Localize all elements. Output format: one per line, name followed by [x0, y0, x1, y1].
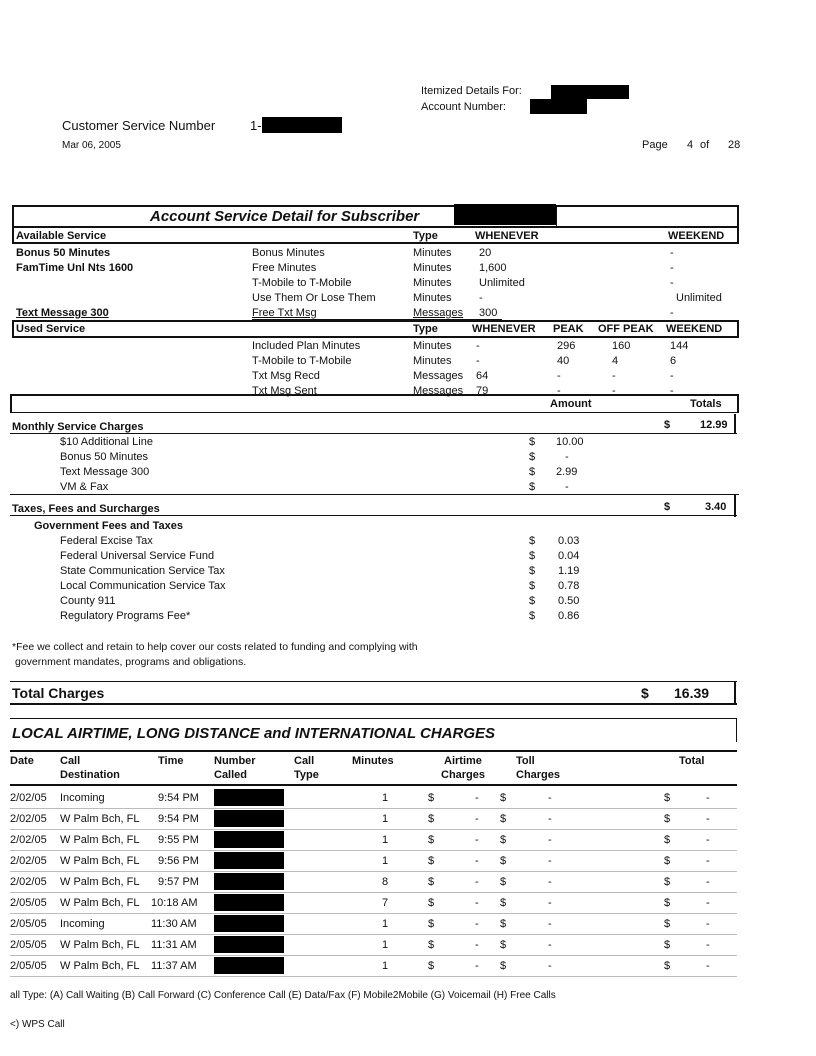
call-toll-currency: $ [500, 918, 507, 930]
call-total-currency: $ [664, 939, 671, 951]
monthly-charge-currency: $ [529, 481, 536, 493]
used-service-whenever: - [476, 355, 480, 367]
available-service-desc: T-Mobile to T-Mobile [252, 277, 352, 289]
page-total: 28 [728, 139, 741, 151]
available-service-weekend: - [670, 247, 674, 259]
call-airtime-currency: $ [428, 939, 435, 951]
call-toll: - [548, 855, 552, 867]
col-time: Time [158, 755, 184, 767]
redacted-number-called [214, 894, 284, 911]
call-toll-currency: $ [500, 939, 507, 951]
redacted-subscriber [454, 204, 556, 225]
call-total-currency: $ [664, 876, 671, 888]
call-total: - [706, 834, 710, 846]
available-service-type: Messages [413, 307, 464, 319]
call-minutes: 1 [382, 813, 389, 825]
used-service-weekend: - [670, 385, 674, 397]
used-service-weekend: 6 [670, 355, 677, 367]
available-service-desc: Bonus Minutes [252, 247, 325, 259]
used-col-weekend: WEEKEND [666, 323, 723, 335]
tax-label: Federal Universal Service Fund [60, 550, 215, 562]
monthly-charge-currency: $ [529, 466, 536, 478]
call-total-currency: $ [664, 855, 671, 867]
monthly-heading: Monthly Service Charges [12, 421, 144, 433]
used-service-whenever: 64 [476, 370, 489, 382]
call-airtime: - [475, 792, 479, 804]
call-toll-currency: $ [500, 792, 507, 804]
used-service-type: Messages [413, 385, 464, 397]
monthly-charge-amount: 2.99 [556, 466, 578, 478]
call-airtime: - [475, 918, 479, 930]
tax-currency: $ [529, 595, 536, 607]
call-airtime-currency: $ [428, 897, 435, 909]
available-service-desc: Free Minutes [252, 262, 317, 274]
used-service-weekend: 144 [670, 340, 689, 352]
tax-amount: 1.19 [558, 565, 580, 577]
call-airtime-currency: $ [428, 876, 435, 888]
tax-label: County 911 [60, 595, 116, 607]
call-total: - [706, 960, 710, 972]
detail-title: Account Service Detail for Subscriber [150, 208, 420, 225]
used-col-peak: PEAK [553, 323, 584, 335]
call-toll-currency: $ [500, 897, 507, 909]
used-col-whenever: WHENEVER [472, 323, 536, 335]
available-service-type: Minutes [413, 277, 452, 289]
customer-service-label: Customer Service Number [62, 118, 216, 133]
available-service-whenever: 300 [479, 307, 498, 319]
call-minutes: 1 [382, 918, 389, 930]
used-col-type: Type [413, 323, 438, 335]
tax-currency: $ [529, 610, 536, 622]
tax-amount: 0.50 [558, 595, 580, 607]
call-destination: W Palm Bch, FL [60, 855, 140, 867]
call-destination: W Palm Bch, FL [60, 939, 140, 951]
call-minutes: 1 [382, 855, 389, 867]
used-service-offpeak: 160 [612, 340, 631, 352]
monthly-charge-label: Bonus 50 Minutes [60, 451, 149, 463]
call-minutes: 7 [382, 897, 389, 909]
call-total-currency: $ [664, 834, 671, 846]
call-toll: - [548, 834, 552, 846]
call-time: 9:57 PM [158, 876, 199, 888]
used-col-offpeak: OFF PEAK [598, 323, 654, 335]
call-total: - [706, 939, 710, 951]
call-destination: W Palm Bch, FL [60, 960, 140, 972]
used-service-peak: 296 [557, 340, 576, 352]
call-toll-currency: $ [500, 960, 507, 972]
call-date: 2/02/05 [10, 876, 47, 888]
call-airtime: - [475, 855, 479, 867]
call-date: 2/05/05 [10, 939, 47, 951]
available-service-whenever: 20 [479, 247, 492, 259]
col-type: Type [294, 769, 319, 781]
call-airtime: - [475, 960, 479, 972]
used-service-type: Minutes [413, 355, 452, 367]
available-service-type: Minutes [413, 247, 452, 259]
used-service-peak: 40 [557, 355, 570, 367]
call-airtime: - [475, 939, 479, 951]
monthly-charge-currency: $ [529, 451, 536, 463]
col-number: Number [214, 755, 256, 767]
call-date: 2/05/05 [10, 897, 47, 909]
redacted-name [551, 85, 629, 99]
available-service-weekend: - [670, 307, 674, 319]
col-total: Total [679, 755, 705, 767]
call-total: - [706, 876, 710, 888]
page-number: 4 [687, 139, 694, 151]
call-toll: - [548, 876, 552, 888]
call-toll-currency: $ [500, 834, 507, 846]
call-toll: - [548, 813, 552, 825]
available-service-whenever: Unlimited [479, 277, 525, 289]
call-airtime-currency: $ [428, 855, 435, 867]
call-total: - [706, 897, 710, 909]
used-service-type: Messages [413, 370, 464, 382]
tax-amount: 0.04 [558, 550, 580, 562]
call-time: 11:31 AM [151, 939, 197, 951]
available-col-type: Type [413, 230, 438, 242]
call-airtime: - [475, 834, 479, 846]
used-service-weekend: - [670, 370, 674, 382]
used-service-whenever: - [476, 340, 480, 352]
total-charges-label: Total Charges [12, 685, 105, 701]
statement-date: Mar 06, 2005 [62, 140, 121, 151]
available-service-name: Bonus 50 Minutes [16, 247, 111, 259]
monthly-charge-currency: $ [529, 436, 536, 448]
call-minutes: 8 [382, 876, 389, 888]
redacted-service-number [262, 117, 342, 133]
available-service-weekend: Unlimited [676, 292, 722, 304]
call-date: 2/02/05 [10, 813, 47, 825]
used-service-desc: Included Plan Minutes [252, 340, 361, 352]
monthly-total: 12.99 [700, 419, 728, 431]
call-toll: - [548, 897, 552, 909]
itemized-label: Itemized Details For: [421, 85, 522, 97]
taxes-heading: Taxes, Fees and Surcharges [12, 503, 160, 515]
col-toll-charges: Charges [516, 769, 561, 781]
monthly-total-currency: $ [664, 419, 671, 431]
page-of: of [700, 139, 710, 151]
col-call: Call [60, 755, 81, 767]
taxes-total: 3.40 [705, 501, 727, 513]
available-service-name: Text Message 300 [16, 307, 109, 319]
redacted-number-called [214, 936, 284, 953]
used-service-desc: Txt Msg Recd [252, 370, 320, 382]
tax-label: Federal Excise Tax [60, 535, 153, 547]
monthly-charge-label: VM & Fax [60, 481, 109, 493]
call-toll: - [548, 939, 552, 951]
available-service-desc: Use Them Or Lose Them [252, 292, 376, 304]
redacted-number-called [214, 873, 284, 890]
call-minutes: 1 [382, 834, 389, 846]
call-destination: W Palm Bch, FL [60, 876, 140, 888]
call-destination: W Palm Bch, FL [60, 897, 140, 909]
call-total: - [706, 918, 710, 930]
redacted-number-called [214, 957, 284, 974]
call-destination: W Palm Bch, FL [60, 813, 140, 825]
customer-service-prefix: 1- [250, 118, 262, 133]
local-charges-title: LOCAL AIRTIME, LONG DISTANCE and INTERNATIONAL CHARGES [12, 725, 496, 742]
call-date: 2/02/05 [10, 792, 47, 804]
call-minutes: 1 [382, 792, 389, 804]
total-charges-amount: 16.39 [674, 685, 710, 701]
call-toll-currency: $ [500, 813, 507, 825]
call-total: - [706, 813, 710, 825]
used-service-peak: - [557, 370, 561, 382]
call-airtime-currency: $ [428, 834, 435, 846]
call-time: 9:54 PM [158, 792, 199, 804]
tax-label: Regulatory Programs Fee* [60, 610, 191, 622]
call-airtime-currency: $ [428, 792, 435, 804]
footnote-line2: government mandates, programs and obligations. [15, 656, 247, 668]
call-date: 2/02/05 [10, 855, 47, 867]
available-heading: Available Service [16, 230, 107, 242]
used-service-whenever: 79 [476, 385, 489, 397]
available-service-type: Minutes [413, 262, 452, 274]
wps-call-legend: <) WPS Call [10, 1019, 65, 1030]
call-time: 11:37 AM [151, 960, 197, 972]
call-time: 9:54 PM [158, 813, 199, 825]
call-time: 10:18 AM [151, 897, 198, 909]
available-service-name: FamTime Unl Nts 1600 [16, 262, 134, 274]
call-total-currency: $ [664, 918, 671, 930]
monthly-charge-label: Text Message 300 [60, 466, 150, 478]
call-destination: Incoming [60, 792, 105, 804]
tax-amount: 0.78 [558, 580, 580, 592]
call-minutes: 1 [382, 960, 389, 972]
call-date: 2/05/05 [10, 918, 47, 930]
amount-col: Amount [550, 398, 592, 410]
tax-currency: $ [529, 565, 536, 577]
col-toll: Toll [516, 755, 535, 767]
used-service-desc: Txt Msg Sent [252, 385, 317, 397]
call-total: - [706, 855, 710, 867]
tax-amount: 0.86 [558, 610, 580, 622]
call-toll: - [548, 792, 552, 804]
tax-currency: $ [529, 550, 536, 562]
call-total-currency: $ [664, 960, 671, 972]
redacted-number-called [214, 789, 284, 806]
call-date: 2/05/05 [10, 960, 47, 972]
call-total-currency: $ [664, 813, 671, 825]
redacted-number-called [214, 915, 284, 932]
tax-label: State Communication Service Tax [60, 565, 225, 577]
redacted-number-called [214, 810, 284, 827]
available-col-weekend: WEEKEND [668, 230, 725, 242]
call-airtime: - [475, 813, 479, 825]
call-toll-currency: $ [500, 855, 507, 867]
page-label: Page [642, 139, 668, 151]
call-toll: - [548, 960, 552, 972]
tax-currency: $ [529, 535, 536, 547]
available-service-whenever: - [479, 292, 483, 304]
taxes-total-currency: $ [664, 501, 671, 513]
col-airtime-charges: Charges [441, 769, 486, 781]
monthly-charge-label: $10 Additional Line [60, 436, 153, 448]
used-service-offpeak: 4 [612, 355, 619, 367]
used-service-peak: - [557, 385, 561, 397]
call-type-legend: all Type: (A) Call Waiting (B) Call Forward (C) Conference Call (E) Data/Fax (F) Mobile2Mobile (G) Voicemail (H) Free Calls [10, 990, 556, 1001]
col-call-type: Call [294, 755, 315, 767]
call-date: 2/02/05 [10, 834, 47, 846]
col-destination: Destination [60, 769, 120, 781]
col-called: Called [214, 769, 248, 781]
call-time: 9:55 PM [158, 834, 199, 846]
redacted-number-called [214, 831, 284, 848]
used-service-type: Minutes [413, 340, 452, 352]
used-service-offpeak: - [612, 370, 616, 382]
call-destination: W Palm Bch, FL [60, 834, 140, 846]
available-col-whenever: WHENEVER [475, 230, 539, 242]
available-service-weekend: - [670, 277, 674, 289]
account-label: Account Number: [421, 101, 506, 113]
available-service-weekend: - [670, 262, 674, 274]
monthly-charge-amount: - [565, 451, 569, 463]
used-service-offpeak: - [612, 385, 616, 397]
monthly-charge-amount: 10.00 [556, 436, 584, 448]
available-service-type: Minutes [413, 292, 452, 304]
used-heading: Used Service [16, 323, 86, 335]
col-minutes: Minutes [352, 755, 394, 767]
available-service-desc: Free Txt Msg [252, 307, 317, 319]
call-airtime: - [475, 876, 479, 888]
footnote-line1: *Fee we collect and retain to help cover our costs related to funding and complying with [12, 641, 418, 653]
col-date: Date [10, 755, 34, 767]
totals-col: Totals [690, 398, 722, 410]
tax-label: Local Communication Service Tax [60, 580, 226, 592]
col-airtime: Airtime [444, 755, 482, 767]
call-time: 11:30 AM [151, 918, 197, 930]
gov-fees-heading: Government Fees and Taxes [34, 520, 183, 532]
tax-amount: 0.03 [558, 535, 580, 547]
call-time: 9:56 PM [158, 855, 199, 867]
redacted-number-called [214, 852, 284, 869]
call-destination: Incoming [60, 918, 105, 930]
call-toll-currency: $ [500, 876, 507, 888]
call-airtime-currency: $ [428, 813, 435, 825]
used-service-desc: T-Mobile to T-Mobile [252, 355, 352, 367]
call-toll: - [548, 918, 552, 930]
call-minutes: 1 [382, 939, 389, 951]
call-airtime-currency: $ [428, 960, 435, 972]
call-total-currency: $ [664, 792, 671, 804]
call-airtime-currency: $ [428, 918, 435, 930]
available-service-whenever: 1,600 [479, 262, 507, 274]
monthly-charge-amount: - [565, 481, 569, 493]
tax-currency: $ [529, 580, 536, 592]
redacted-account [530, 99, 587, 114]
call-total: - [706, 792, 710, 804]
total-charges-currency: $ [641, 685, 649, 701]
call-total-currency: $ [664, 897, 671, 909]
call-airtime: - [475, 897, 479, 909]
